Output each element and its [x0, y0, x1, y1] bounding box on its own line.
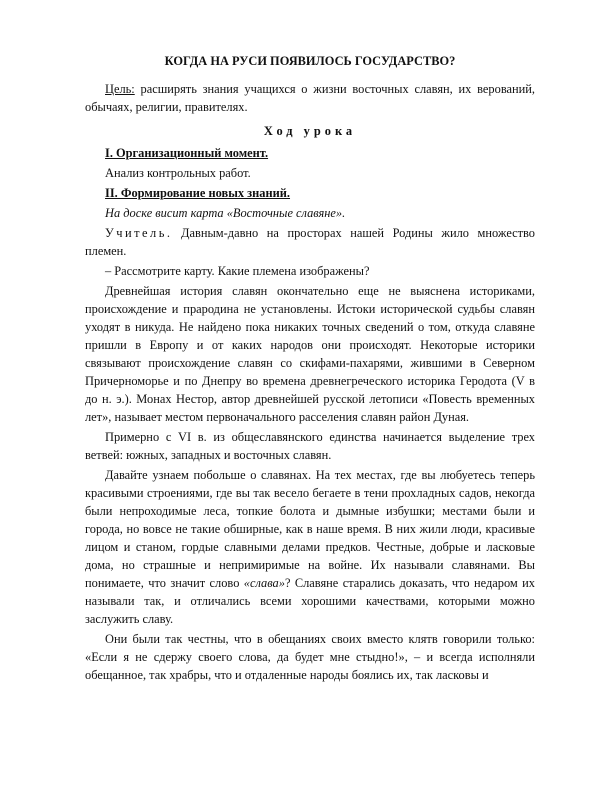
paragraph-3: Давайте узнаем побольше о славянах. На тех местах, где вы любуетесь теперь красивыми строениями, где вы так весело бегаете в тени прохладных садов, некогда были непроходимые леса, топкие болота и дымные избушки; местами были и города, но вовсе не такие обширные, как в наше время. В них жили люди, красивые лицом и станом, гордые славными делами предков. Честные, добрые и ласковые дома, но страшные и непримиримые на войне. Их называли славянами. Вы понимаете, что значит слово «слава»? Славяне старались доказать, что недаром их называли так, и отличались всеми хорошими качествами, которыми можно заслужить славу. [85, 468, 535, 626]
goal-text: расширять знания учащихся о жизни восточных славян, их верований, обычаях, религии, правителях. [85, 82, 535, 114]
paragraph-4: Они были так честны, что в обещаниях своих вместо клятв говорили только: «Если я не сдержу своего слова, да будет мне стыдно!», – и всегда исполняли обещанное, так храбры, что и отдаленные народы боялись их, так ласковы и [85, 632, 535, 682]
teacher-paragraph [85, 224, 535, 260]
stage1-heading: I. Организационный момент. [105, 146, 269, 160]
goal-label: Цель: [105, 82, 135, 96]
paragraph-1: Древнейшая история славян окончательно еще не выяснена историками, происхождение и прародина не установлены. Истоки исторической судьбы славян уходят в никуда. Не найдено пока никаких точных сведений о том, откуда славяне пришли в Европу и от каких народов они происходят. Некоторые историки связывают происхождение славян со скифами-пахарями, жившими в Северном Причерноморье и по Днепру во времена древнегреческого историка Геродота (V в до н. э.). Монах Нестор, автор древнейшей русской летописи «Повесть временных лет», называет местом первоначального расселения славян район Дуная. [85, 284, 535, 424]
goal-paragraph [85, 80, 535, 116]
map-note: На доске висит карта «Восточные славяне». [105, 206, 346, 220]
stage1-text: Анализ контрольных работ. [105, 166, 251, 180]
section-title: Ход урока [263, 124, 357, 138]
slava-word: «слава» [243, 576, 285, 590]
question-paragraph: – Рассмотрите карту. Какие племена изображены? [105, 264, 370, 278]
document-title: КОГДА НА РУСИ ПОЯВИЛОСЬ ГОСУДАРСТВО? [164, 54, 456, 68]
teacher-label: Учитель. [105, 226, 173, 240]
document-page [85, 52, 535, 686]
paragraph-2: Примерно с VI в. из общеславянского единства начинается выделение трех ветвей: южных, западных и восточных славян. [85, 430, 535, 462]
teacher-text: Давным-давно на просторах нашей Родины жило множество племен. [85, 226, 535, 258]
stage2-heading: II. Формирование новых знаний. [105, 186, 291, 200]
